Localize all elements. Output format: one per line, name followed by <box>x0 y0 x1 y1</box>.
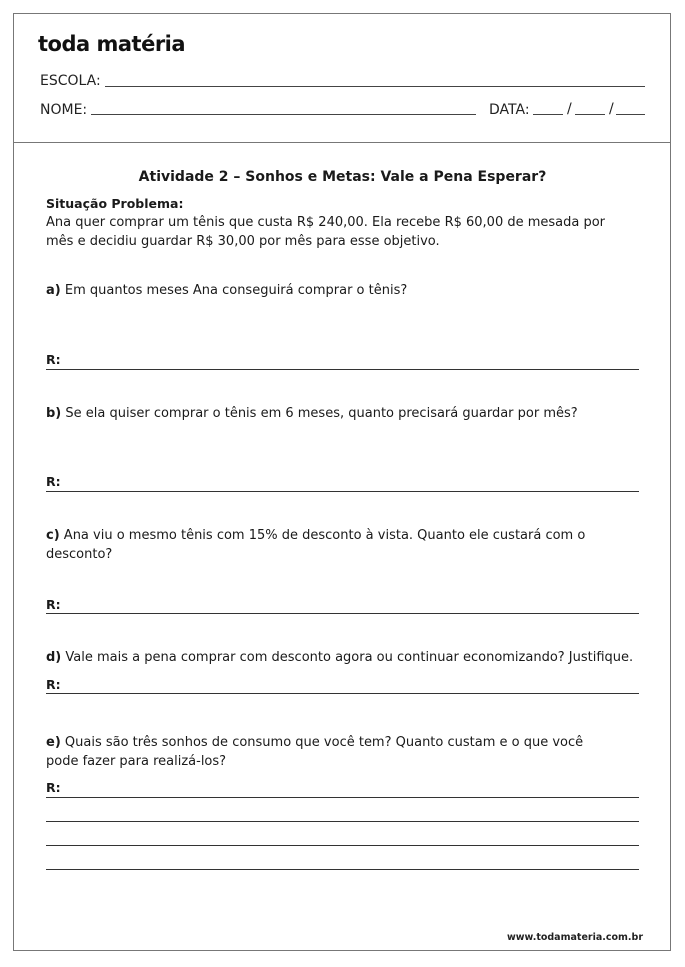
answer-line-d[interactable] <box>46 693 639 694</box>
question-d <box>46 648 636 667</box>
question-c <box>46 526 636 564</box>
header-divider <box>14 142 670 143</box>
question-letter: d) <box>46 650 62 665</box>
question-text: Ana viu o mesmo tênis com 15% de desconto à vista. Quanto ele custará com o desconto? <box>46 528 586 562</box>
question-letter: a) <box>46 283 61 298</box>
answer-label-c: R: <box>46 597 61 612</box>
answer-label-b: R: <box>46 474 61 489</box>
question-e <box>46 733 606 771</box>
answer-line-c[interactable] <box>46 613 639 614</box>
worksheet-title: Atividade 2 – Sonhos e Metas: Vale a Pena Esperar? <box>138 169 547 185</box>
question-text: Se ela quiser comprar o tênis em 6 meses, quanto precisará guardar por mês? <box>65 406 578 421</box>
answer-line-a[interactable] <box>46 369 639 370</box>
question-text: Vale mais a pena comprar com desconto agora ou continuar economizando? Justifique. <box>65 650 634 665</box>
situation-text: Ana quer comprar um tênis que custa R$ 240,00. Ela recebe R$ 60,00 de mesada por mês e decidiu guardar R$ 30,00 por mês para esse objetivo. <box>46 215 606 249</box>
answer-label-d: R: <box>46 677 61 692</box>
question-a <box>46 281 636 300</box>
date-separator: / <box>609 101 614 117</box>
site-url: www.todamateria.com.br <box>506 932 643 943</box>
question-letter: e) <box>46 735 61 750</box>
answer-label-e: R: <box>46 780 61 795</box>
question-text: Quais são três sonhos de consumo que você tem? Quanto custam e o que você pode fazer para realizá-los? <box>46 735 584 769</box>
answer-line-b[interactable] <box>46 491 639 492</box>
date-year-field[interactable] <box>616 114 645 115</box>
answer-line-e[interactable] <box>46 869 639 870</box>
answer-line-e[interactable] <box>46 845 639 846</box>
page-frame <box>13 13 671 951</box>
situation-label: Situação Problema: <box>46 196 184 211</box>
question-letter: b) <box>46 406 62 421</box>
answer-line-e[interactable] <box>46 797 639 798</box>
question-text: Em quantos meses Ana conseguirá comprar o tênis? <box>64 283 408 298</box>
date-separator: / <box>567 101 572 117</box>
question-letter: c) <box>46 528 60 543</box>
date-month-field[interactable] <box>575 114 605 115</box>
toda-materia-logo: toda matéria <box>38 32 186 56</box>
school-field[interactable] <box>105 86 645 87</box>
school-label: ESCOLA: <box>40 73 101 89</box>
date-day-field[interactable] <box>533 114 563 115</box>
name-field[interactable] <box>91 114 476 115</box>
name-label: NOME: <box>40 102 88 118</box>
answer-label-a: R: <box>46 352 61 367</box>
question-b <box>46 404 636 423</box>
answer-line-e[interactable] <box>46 821 639 822</box>
date-label: DATA: <box>489 102 530 118</box>
